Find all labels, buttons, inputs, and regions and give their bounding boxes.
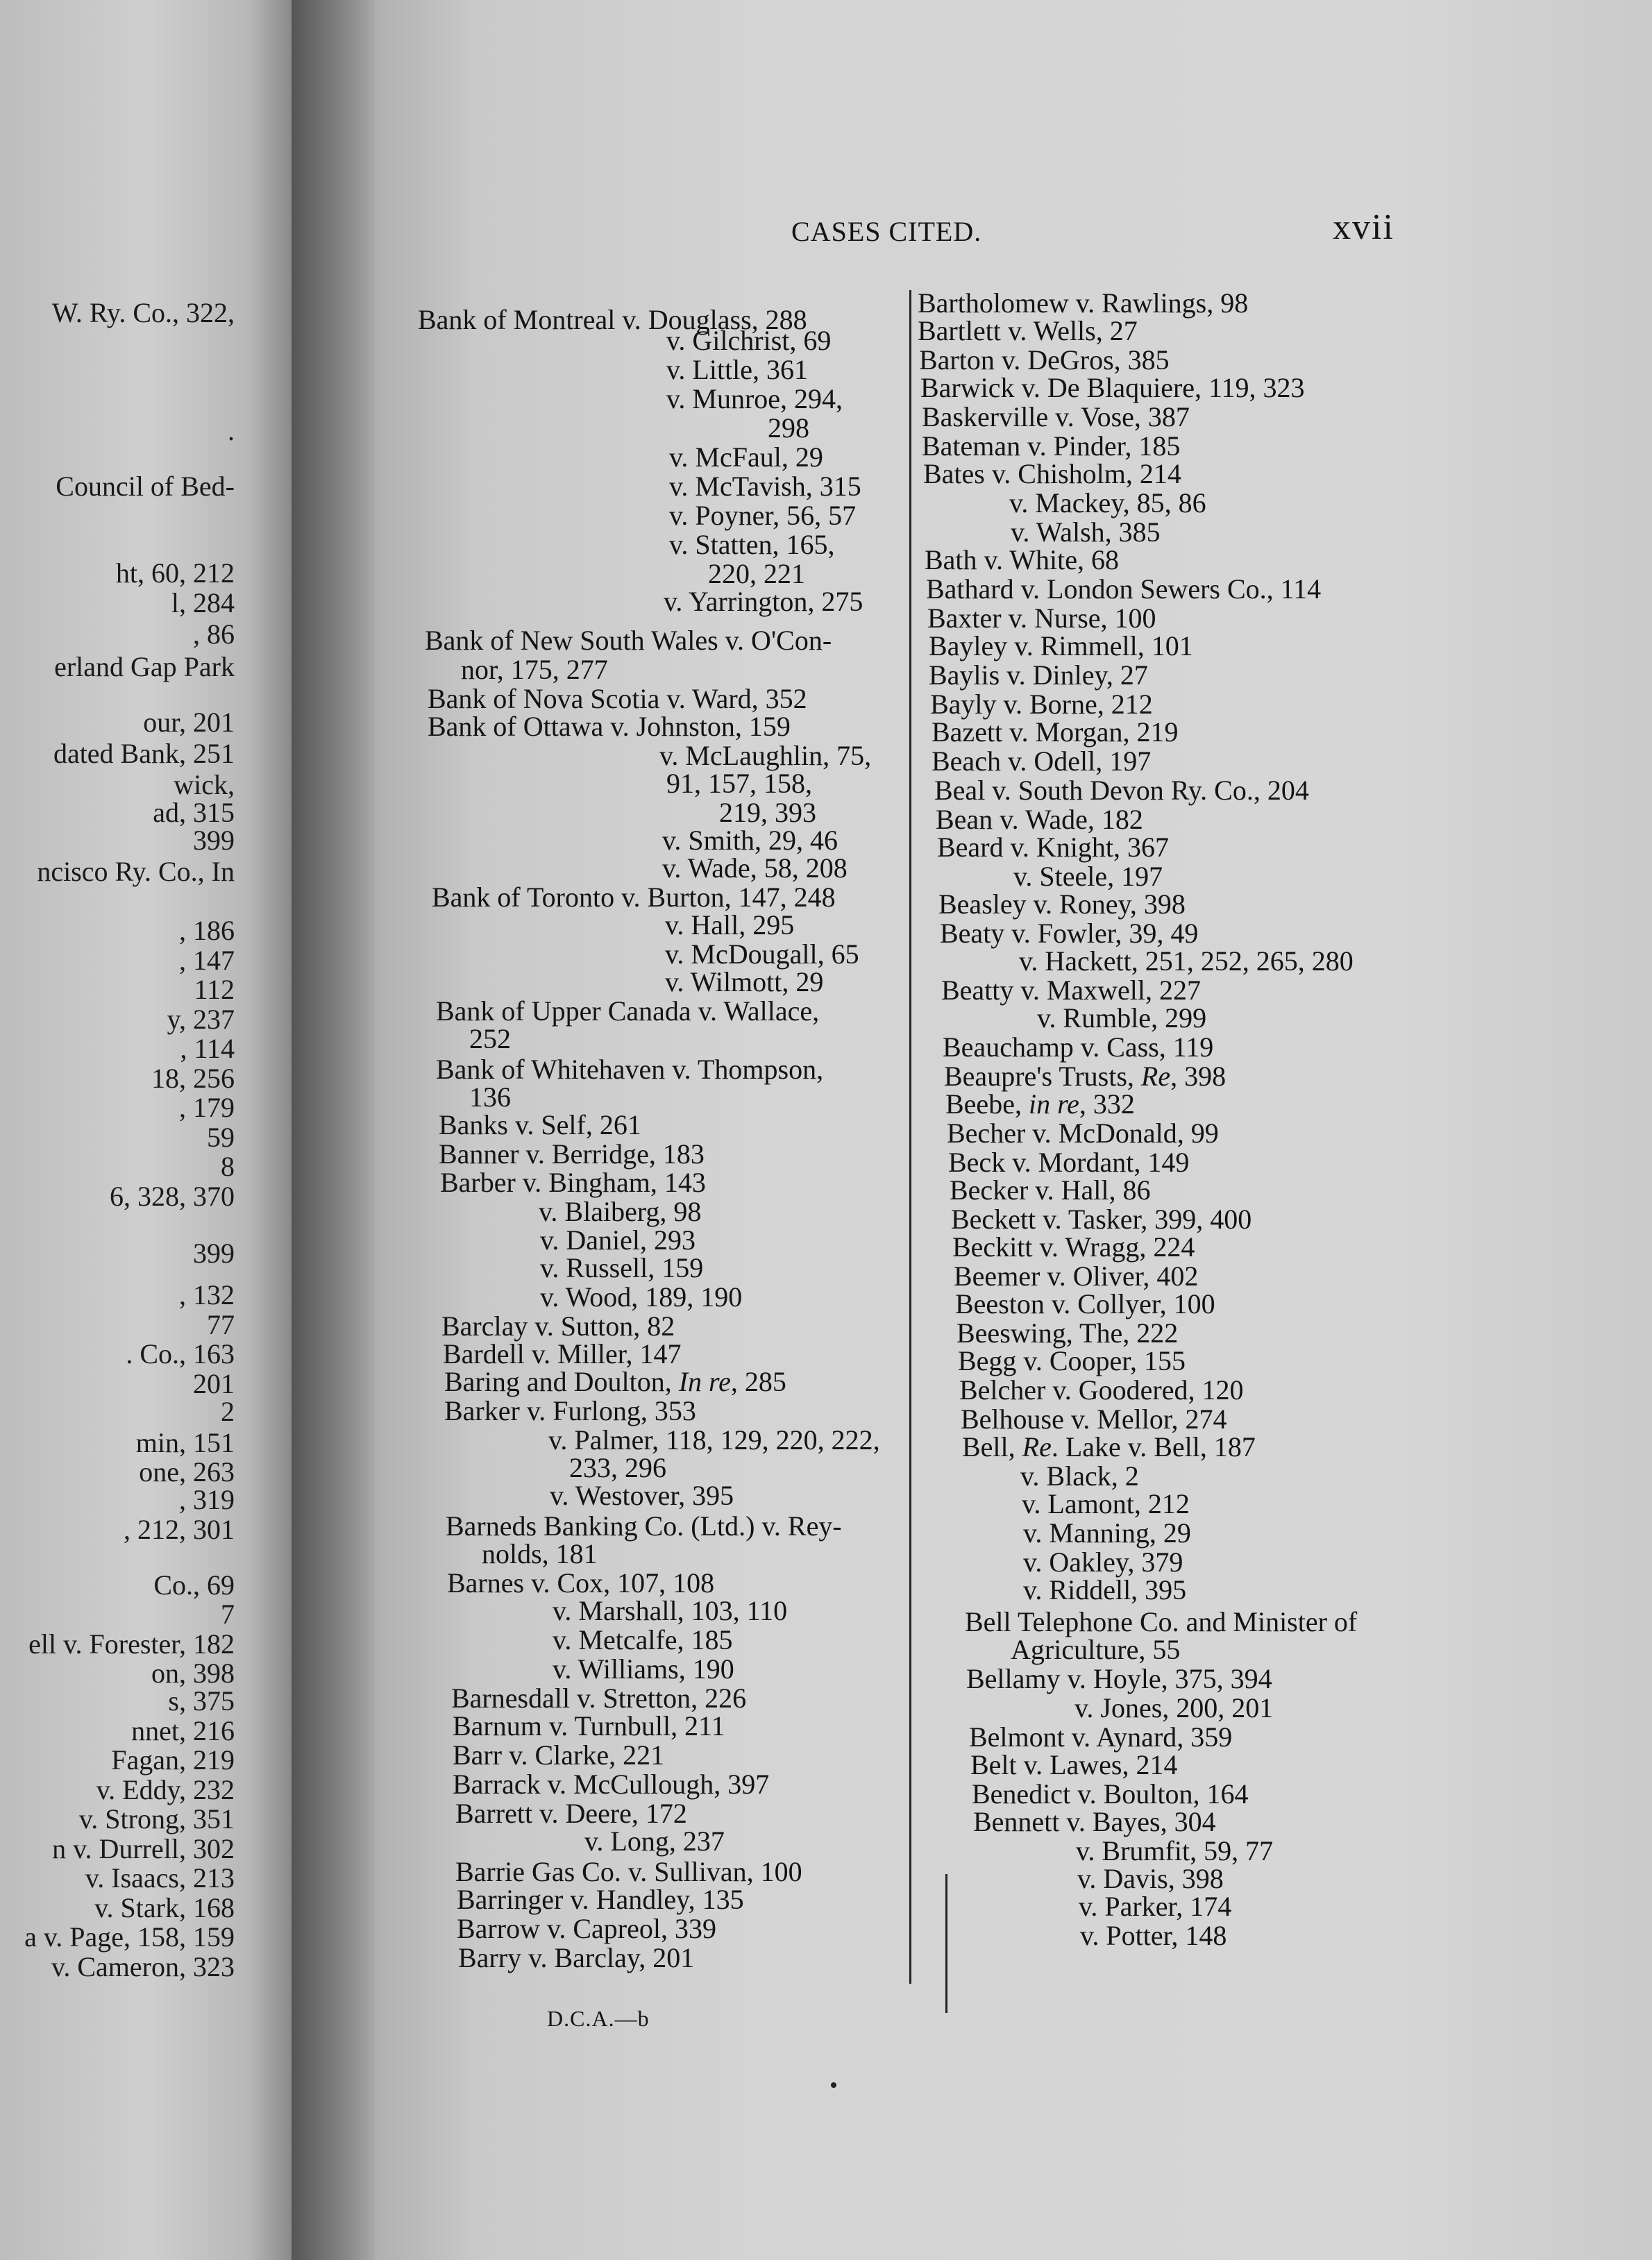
- case-entry: Barclay v. Sutton, 82: [441, 1310, 675, 1342]
- facing-page-line: y, 237: [167, 1004, 235, 1035]
- facing-page-line: a v. Page, 158, 159: [24, 1921, 235, 1953]
- case-entry: v. Little, 361: [666, 354, 809, 385]
- facing-page-line: .: [228, 415, 235, 446]
- case-entry: v. Westover, 395: [550, 1480, 734, 1511]
- case-entry: Bayley v. Rimmell, 101: [929, 630, 1193, 661]
- case-entry: Baskerville v. Vose, 387: [922, 401, 1190, 432]
- facing-page-line: , 319: [179, 1484, 235, 1515]
- facing-page-line: one, 263: [139, 1456, 235, 1487]
- facing-page-line: v. Cameron, 323: [51, 1951, 235, 1982]
- case-entry: Beal v. South Devon Ry. Co., 204: [934, 775, 1309, 806]
- facing-page-line: 7: [221, 1599, 235, 1630]
- case-entry: Barry v. Barclay, 201: [458, 1942, 695, 1973]
- case-entry: 136: [469, 1081, 511, 1113]
- case-entry: 220, 221: [708, 558, 805, 589]
- facing-page-line: s, 375: [168, 1685, 235, 1717]
- facing-page-line: v. Stark, 168: [94, 1892, 235, 1923]
- case-entry: Barnesdall v. Stretton, 226: [451, 1683, 747, 1714]
- facing-page-line: v. Isaacs, 213: [85, 1862, 235, 1894]
- case-entry: v. McTavish, 315: [669, 471, 861, 502]
- case-entry: v. Wade, 58, 208: [662, 852, 848, 884]
- facing-page-line: 399: [193, 825, 235, 856]
- case-entry: Bean v. Wade, 182: [936, 804, 1143, 835]
- case-entry: v. Williams, 190: [553, 1653, 734, 1685]
- facing-page-line: ht, 60, 212: [115, 557, 235, 589]
- case-entry: v. Davis, 398: [1077, 1863, 1224, 1894]
- case-entry: Beasley v. Roney, 398: [938, 888, 1186, 920]
- case-entry: Barr v. Clarke, 221: [453, 1739, 665, 1771]
- case-entry: Baring and Doulton, In re, 285: [444, 1366, 786, 1397]
- case-entry: Barker v. Furlong, 353: [444, 1395, 696, 1426]
- column-rule-bottom: [945, 1874, 947, 2013]
- case-entry: Becker v. Hall, 86: [950, 1174, 1151, 1206]
- case-entry: Beck v. Mordant, 149: [948, 1147, 1190, 1178]
- facing-page-line: Council of Bed-: [56, 471, 235, 502]
- case-entry: Beeswing, The, 222: [956, 1317, 1179, 1349]
- case-entry: v. Steele, 197: [1013, 861, 1163, 892]
- case-entry: v. Long, 237: [584, 1825, 725, 1857]
- case-entry: Barrie Gas Co. v. Sullivan, 100: [455, 1856, 802, 1887]
- facing-page-line: n v. Durrell, 302: [52, 1833, 235, 1864]
- case-entry: v. Potter, 148: [1080, 1920, 1227, 1951]
- facing-page-line: 399: [193, 1238, 235, 1269]
- case-entry: v. Lamont, 212: [1022, 1488, 1190, 1519]
- case-entry: Belt v. Lawes, 214: [970, 1749, 1178, 1780]
- facing-page-line: 6, 328, 370: [110, 1181, 235, 1212]
- facing-page-line: , 212, 301: [124, 1514, 235, 1545]
- case-entry: v. Wilmott, 29: [665, 966, 824, 997]
- facing-page-line: , 186: [179, 915, 235, 946]
- case-entry: v. Hall, 295: [665, 909, 795, 941]
- ink-speck: [831, 2082, 836, 2088]
- case-entry: Begg v. Cooper, 155: [958, 1345, 1186, 1376]
- facing-page-line: l, 284: [171, 587, 235, 618]
- case-entry: Belhouse v. Mellor, 274: [961, 1403, 1227, 1435]
- case-entry: Bank of Upper Canada v. Wallace,: [436, 995, 820, 1027]
- facing-page-line: v. Eddy, 232: [96, 1774, 235, 1805]
- facing-page-line: 77: [207, 1309, 235, 1340]
- facing-page-line: ncisco Ry. Co., In: [37, 856, 235, 887]
- case-entry: Bartholomew v. Rawlings, 98: [918, 287, 1249, 319]
- case-entry: Bank of Ottawa v. Johnston, 159: [428, 711, 791, 742]
- case-entry: v. Metcalfe, 185: [553, 1624, 733, 1655]
- facing-page-line: dated Bank, 251: [53, 738, 235, 769]
- case-entry: Beaty v. Fowler, 39, 49: [940, 918, 1199, 949]
- case-entry: Bayly v. Borne, 212: [930, 689, 1153, 720]
- case-entry: Bank of Whitehaven v. Thompson,: [436, 1054, 824, 1085]
- signature-mark: D.C.A.—b: [547, 2006, 650, 2031]
- case-entry: v. Hackett, 251, 252, 265, 280: [1019, 945, 1354, 977]
- case-entry: v. McLaughlin, 75,: [659, 740, 872, 771]
- facing-page-line: nnet, 216: [131, 1715, 235, 1746]
- facing-page-line: , 86: [193, 618, 235, 650]
- case-entry: Baxter v. Nurse, 100: [927, 602, 1156, 634]
- case-entry: Bartlett v. Wells, 27: [918, 315, 1138, 346]
- case-entry: Beeston v. Collyer, 100: [955, 1288, 1215, 1319]
- facing-page-line: 112: [194, 974, 235, 1005]
- case-entry: Barwick v. De Blaquiere, 119, 323: [920, 372, 1305, 403]
- case-entry: Beatty v. Maxwell, 227: [941, 975, 1202, 1006]
- facing-page: [0, 0, 292, 2260]
- case-entry: Barrow v. Capreol, 339: [457, 1913, 716, 1944]
- case-entry: Bell Telephone Co. and Minister of: [965, 1606, 1358, 1637]
- book-gutter: [292, 0, 375, 2260]
- case-entry: 219, 393: [719, 797, 816, 828]
- case-entry: Beaupre's Trusts, Re, 398: [944, 1061, 1227, 1092]
- facing-page-line: 18, 256: [151, 1063, 235, 1094]
- case-entry: Barrack v. McCullough, 397: [453, 1769, 770, 1800]
- case-entry: v. Blaiberg, 98: [539, 1196, 702, 1227]
- case-entry: Beauchamp v. Cass, 119: [943, 1031, 1214, 1063]
- case-entry: Barringer v. Handley, 135: [457, 1884, 744, 1915]
- facing-page-line: , 147: [179, 945, 235, 976]
- case-entry: Agriculture, 55: [1011, 1634, 1181, 1665]
- case-entry: Barnum v. Turnbull, 211: [453, 1710, 725, 1742]
- facing-page-line: 2: [221, 1396, 235, 1427]
- case-entry: Belcher v. Goodered, 120: [959, 1374, 1244, 1406]
- case-entry: Beckitt v. Wragg, 224: [952, 1231, 1195, 1263]
- facing-page-line: , 114: [180, 1033, 235, 1064]
- page: [375, 0, 1652, 2260]
- case-entry: v. Parker, 174: [1079, 1891, 1232, 1922]
- facing-page-line: Fagan, 219: [111, 1744, 235, 1776]
- case-entry: Bennett v. Bayes, 304: [973, 1806, 1216, 1837]
- case-entry: Bates v. Chisholm, 214: [923, 458, 1181, 489]
- case-entry: Bazett v. Morgan, 219: [932, 716, 1179, 748]
- facing-page-line: Co., 69: [153, 1569, 235, 1601]
- case-entry: nolds, 181: [482, 1538, 598, 1569]
- case-entry: 233, 296: [569, 1452, 666, 1483]
- case-entry: 91, 157, 158,: [666, 768, 812, 799]
- case-entry: nor, 175, 277: [461, 654, 608, 685]
- case-entry: v. Gilchrist, 69: [666, 325, 832, 356]
- case-entry: v. McDougall, 65: [665, 938, 859, 970]
- case-entry: v. Wood, 189, 190: [540, 1281, 743, 1313]
- case-entry: Barnes v. Cox, 107, 108: [447, 1567, 715, 1599]
- case-entry: Beemer v. Oliver, 402: [954, 1260, 1199, 1292]
- case-entry: Beach v. Odell, 197: [932, 745, 1152, 777]
- facing-page-line: . Co., 163: [126, 1338, 235, 1369]
- column-rule-top: [909, 290, 911, 1984]
- case-entry: v. Brumfit, 59, 77: [1076, 1835, 1274, 1866]
- facing-page-line: erland Gap Park: [54, 651, 235, 682]
- case-entry: v. Daniel, 293: [540, 1224, 696, 1256]
- page-number: xvii: [1333, 208, 1394, 247]
- case-entry: Banks v. Self, 261: [439, 1109, 641, 1140]
- case-entry: Bank of New South Wales v. O'Con-: [425, 625, 832, 656]
- case-entry: v. Jones, 200, 201: [1074, 1692, 1274, 1723]
- case-entry: Barber v. Bingham, 143: [440, 1167, 706, 1198]
- facing-page-line: wick,: [174, 769, 235, 800]
- case-entry: Bathard v. London Sewers Co., 114: [926, 573, 1322, 605]
- case-entry: Barneds Banking Co. (Ltd.) v. Rey-: [446, 1510, 842, 1542]
- facing-page-line: W. Ry. Co., 322,: [51, 297, 235, 328]
- case-entry: v. Statten, 165,: [669, 529, 835, 560]
- case-entry: v. Yarrington, 275: [664, 586, 863, 617]
- case-entry: Baylis v. Dinley, 27: [929, 659, 1148, 691]
- case-entry: v. Smith, 29, 46: [662, 825, 838, 856]
- case-entry: 252: [469, 1023, 511, 1054]
- facing-page-line: , 132: [179, 1279, 235, 1310]
- facing-page-line: our, 201: [143, 707, 235, 738]
- case-entry: v. Manning, 29: [1023, 1517, 1191, 1549]
- case-entry: Banner v. Berridge, 183: [439, 1138, 705, 1170]
- case-entry: v. Palmer, 118, 129, 220, 222,: [548, 1424, 880, 1456]
- case-entry: Bank of Toronto v. Burton, 147, 248: [432, 882, 836, 913]
- case-entry: Belmont v. Aynard, 359: [969, 1721, 1233, 1753]
- facing-page-line: on, 398: [151, 1658, 235, 1689]
- case-entry: Barton v. DeGros, 385: [919, 344, 1170, 376]
- case-entry: Beard v. Knight, 367: [937, 832, 1170, 863]
- case-entry: v. Riddell, 395: [1023, 1574, 1187, 1605]
- case-entry: v. Black, 2: [1020, 1460, 1139, 1492]
- case-entry: v. McFaul, 29: [669, 441, 823, 473]
- facing-page-line: 201: [193, 1368, 235, 1399]
- case-entry: v. Walsh, 385: [1011, 516, 1161, 548]
- case-entry: Bardell v. Miller, 147: [443, 1338, 682, 1369]
- case-entry: Bath v. White, 68: [925, 544, 1119, 575]
- case-entry: v. Russell, 159: [540, 1252, 704, 1283]
- facing-page-line: 59: [207, 1122, 235, 1153]
- case-entry: v. Oakley, 379: [1023, 1546, 1183, 1578]
- facing-page-line: 8: [221, 1151, 235, 1182]
- facing-page-line: ad, 315: [153, 797, 235, 828]
- running-head: CASES CITED.: [791, 216, 982, 247]
- case-entry: v. Mackey, 85, 86: [1009, 487, 1206, 518]
- facing-page-line: , 179: [179, 1092, 235, 1123]
- case-entry: Becher v. McDonald, 99: [947, 1118, 1219, 1149]
- case-entry: Benedict v. Boulton, 164: [972, 1778, 1249, 1810]
- facing-page-line: v. Strong, 351: [78, 1803, 235, 1835]
- case-entry: 298: [768, 412, 809, 444]
- case-entry: Beebe, in re, 332: [945, 1088, 1135, 1120]
- case-entry: Bateman v. Pinder, 185: [922, 430, 1181, 462]
- case-entry: v. Rumble, 299: [1037, 1002, 1207, 1034]
- case-entry: Bank of Nova Scotia v. Ward, 352: [428, 683, 807, 714]
- facing-page-line: min, 151: [135, 1427, 235, 1458]
- case-entry: v. Munroe, 294,: [666, 383, 843, 414]
- case-entry: Barrett v. Deere, 172: [455, 1798, 687, 1829]
- facing-page-line: ell v. Forester, 182: [28, 1628, 235, 1660]
- case-entry: v. Poyner, 56, 57: [669, 500, 857, 531]
- case-entry: Bell, Re. Lake v. Bell, 187: [962, 1431, 1256, 1462]
- case-entry: Bellamy v. Hoyle, 375, 394: [966, 1663, 1272, 1694]
- case-entry: v. Marshall, 103, 110: [553, 1595, 788, 1626]
- case-entry: Beckett v. Tasker, 399, 400: [951, 1204, 1252, 1235]
- case-entry: Bank of Montreal v. Douglass, 288: [418, 304, 807, 335]
